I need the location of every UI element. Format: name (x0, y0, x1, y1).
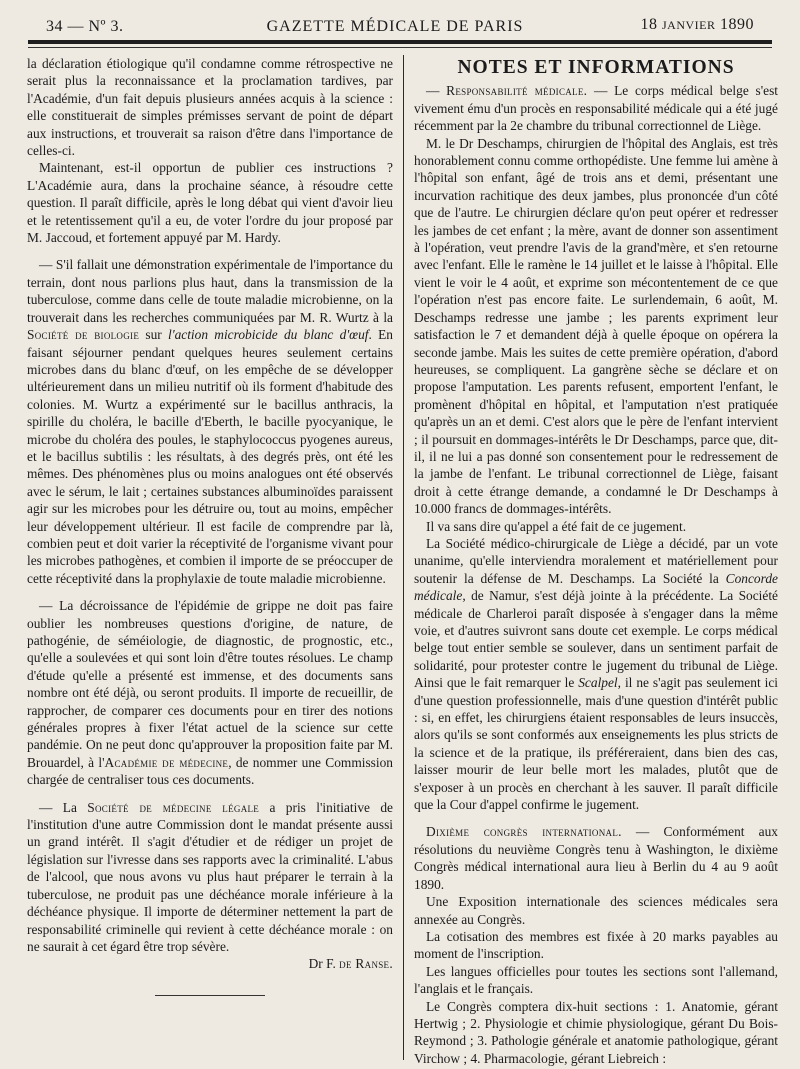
paragraph: — La Société de médecine légale a pris l'initiative de l'institution d'une autre Commission dont le mandat présente aussi un grand intérêt. Il s'agit d'étudier et de rédiger un projet de législation sur l'ivresse dans ses rapports avec la criminalité. L'abus de l'alcool, que nous avons vu plus haut préparer le terrain à la tuberculose, ne produit pas une déchéance morale inférieure à la déchéance physique. Il importe de déterminer nettement la part de responsabilité criminelle qui revient à cette déchéance morale : on ne saurait à cet égard être trop sévère. (27, 799, 393, 954)
section-title: NOTES ET INFORMATIONS (457, 57, 735, 78)
journal-title: GAZETTE MÉDICALE DE PARIS (266, 18, 524, 35)
paragraph: la déclaration étiologique qu'il condamne comme rétrospective ne serait plus la reconnaissance et la proclamation tardives, par l'Académie, d'un fait depuis plusieurs années acquis à la science : elle constituerait de simples prémisses servant de point de départ aux instructions, et trouverait sa raison d'être dans l'importance de celles-ci. (27, 56, 393, 159)
paragraph: Dixième congrès international. — Conformément aux résolutions du neuvième Congrès tenu à Washington, le dixième Congrès médical international aura lieu à Berlin du 4 au 9 août 1890. (414, 824, 778, 892)
issue-date: 18 JANVIER 1890 (640, 16, 754, 33)
paragraph: La cotisation des membres est fixée à 20 marks payables au moment de l'inscription. (414, 928, 778, 962)
page-number: 34 — Nº 3. (46, 18, 124, 35)
signature: Dr F. de Ranse. (308, 956, 393, 972)
end-rule (155, 995, 265, 996)
paragraph: Une Exposition internationale des sciences médicales sera annexée au Congrès. (414, 894, 778, 927)
paragraph: — Responsabilité médicale. — Le corps médical belge s'est vivement ému d'un procès en responsabilité médicale qui a été jugé récemment par la 2e chambre du tribunal correctionnel de Liège. (414, 83, 778, 134)
page-header (30, 12, 760, 38)
paragraph: — La décroissance de l'épidémie de grippe ne doit pas faire oublier les nombreuses questions d'origine, de nature, de pathogénie, de séméiologie, de diagnostic, de prognostic, etc., qu'elle a soulevées et qui sont loin d'être toutes résolues. Le champ d'étude qu'elle a présenté est immense, et des documents sans nombre ont été déjà, ou seront produits. Il importe de recueillir, de rapprocher, de comparer ces documents pour en tirer des notions générales propres à fixer l'état actuel de la science sur cette pandémie. On ne peut donc qu'approuver la proposition faite par M. Brouardel, à l'Académie de médecine, de nommer une Commission chargée de centraliser tous ces documents. (27, 598, 393, 788)
right-column (414, 55, 778, 1066)
column-divider (403, 55, 404, 1060)
paragraph: Les langues officielles pour toutes les sections sont l'allemand, l'anglais et le français. (414, 963, 778, 997)
header-rule-thick (28, 40, 772, 44)
paragraph: Maintenant, est-il opportun de publier ces instructions ? L'Académie aura, dans la prochaine séance, à résoudre cette question. Il paraît difficile, après le long débat qui vient d'avoir lieu et le retentissement qu'il a eu, de voter l'ordre du jour proposé par M. Jaccoud, et fortement appuyé par M. Hardy. (27, 160, 393, 246)
header-rule-thin (28, 47, 772, 48)
paragraph: — S'il fallait une démonstration expérimentale de l'importance du terrain, dont nous parlions plus haut, dans la transmission de la tuberculose, comme dans celle de toute maladie microbienne, on la trouverait dans les recherches communiquées par M. R. Wurtz à la Société de biologie sur l'action microbicide du blanc d'œuf. En faisant séjourner pendant quelques heures seulement certains microbes dans du blanc d'œuf, on les empêche de se développer ultérieurement dans un milieu nutritif où ils forment d'habitude des colonies. M. Wurtz a expérimenté sur le bacillus anthracis, la spirille du choléra, le bacille d'Eberth, le bacille pyocyanique, le microbe du choléra des poules, le staphylococcus pyogenes aureus, et le bacillus subtilis : les résultats, à des degrés près, ont été les mêmes. Des phénomènes plus ou moins analogues ont été observés avec le sérum, le lait ; certaines substances albuminoïdes paraissent agir sur les microbes pour les détruire ou, tout au moins, empêcher leur développement ultérieur. Il est facile de comprendre par là, combien peut et doit varier la réceptivité de l'organisme vivant pour les microbes pathogènes, et combien il importe de se préoccuper de cette réceptivité dans la prophylaxie de toute maladie microbienne. (27, 257, 393, 586)
left-column (27, 55, 393, 1055)
paragraph: La Société médico-chirurgicale de Liège a décidé, par un vote unanime, qu'elle interviendra moralement et matériellement pour soutenir la défense de M. Deschamps. La Société la Concorde médicale, de Namur, s'est déjà jointe à la précédente. La Société médicale de Charleroi paraît disposée à s'engager dans la même voie, et d'autres suivront sans doute cet exemple. Le corps médical belge tout entier semble se soulever, dans un sentiment parfait de solidarité, pour protester contre le jugement du tribunal de Liège. Ainsi que le fait remarquer le Scalpel, il ne s'agit pas seulement ici d'une question professionnelle, mais d'une question d'intérêt public : si, en effet, les chirurgiens étaient responsables de leurs insuccès, alors qu'ils se sont conformés aux enseignements les plus stricts de la science et de la pratique, ils préféreraient, dans bien des cas, laisser mourir de leur belle mort les malades, plutôt que de s'exposer à un procès en cherchant à les sauver. Il paraît difficile que la Cour d'appel confirme le jugement. (414, 535, 778, 813)
paragraph: M. le Dr Deschamps, chirurgien de l'hôpital des Anglais, est très honorablement connu comme orthopédiste. Une femme lui amène à l'hôpital son enfant, âgé de trois ans et demi, présentant une incurvation rachitique des deux jambes, plus prononcée d'un côté que de l'autre. Le chirurgien déclare qu'on peut opérer et redresser les jambes de cet enfant ; la mère, avant de donner son assentiment à l'opération, veut prendre l'avis de la grand'mère, et s'en retourne avec l'enfant. Elle le ramène le 14 juillet et le laisse à l'hôpital. Elle vient le voir le 4 août, et exprime son mécontentement de ce que l'opération n'est pas encore faite. Le surlendemain, 6 août, M. Deschamps redresse une jambe ; les parents expriment leur satisfaction le 7 et demandent déjà à quelle époque on opérera la seconde jambe. Mais les suites de cette première opération, d'abord heureuses, se compliquent. La gangrène sèche se déclare et on propose l'amputation. Les parents refusent, emportent l'enfant, le promènent d'hôpital en hôpital, et l'amputation n'est pratiquée qu'après un an et demi. C'est alors que le père de l'enfant intervient ; il poursuit en dommages-intérêts le Dr Deschamps, parce que, dit-il, il ne lui a pas donné son consentement pour le redressement de la jambe de l'enfant. Le tribunal correctionnel de Liège, faisant droit à cette étrange demande, a condamné le Dr Deschamps à 10.000 francs de dommages-intérêts. (414, 135, 778, 517)
paragraph: Le Congrès comptera dix-huit sections : 1. Anatomie, gérant Hertwig ; 2. Physiologie et chimie physiologique, gérant Du Bois-Reymond ; 3. Pathologie générale et anatomie pathologique, gérant Virchow ; 4. Pharmacologie, gérant Liebreich : (414, 998, 778, 1066)
paragraph: Il va sans dire qu'appel a été fait de ce jugement. (426, 518, 687, 534)
